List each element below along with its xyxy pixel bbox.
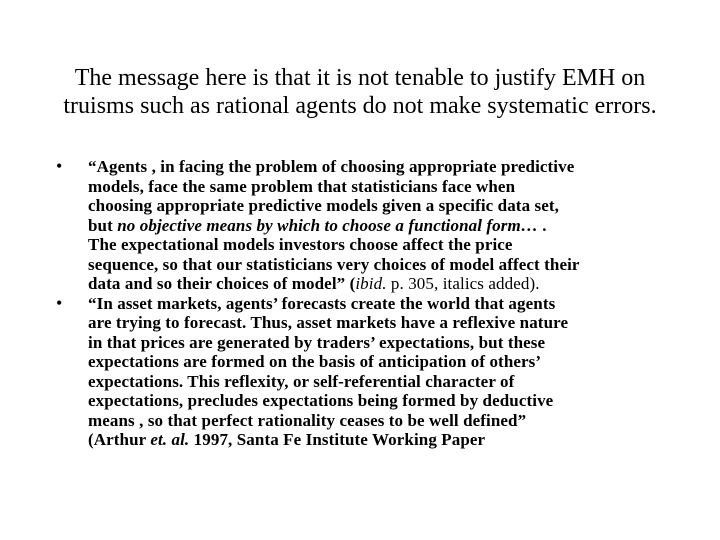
bullet1-citation: p. 305, italics added). (386, 274, 540, 293)
bullet2-line-6: expectations, precludes expectations being formed by deductive (88, 391, 554, 410)
bullet1-line-7 (88, 274, 696, 294)
bullet2-line-5: expectations. This reflexity, or self-referential character of (88, 371, 515, 391)
bullet1-line-1: “Agents , in facing the problem of choosing appropriate predictive (88, 157, 575, 176)
title-line-2: truisms such as rational agents do not make systematic errors. (63, 93, 657, 119)
bullet-item-asset-markets-quote (56, 294, 696, 450)
bullet-list (56, 157, 696, 450)
bullet2-line-3: in that prices are generated by traders’ expectations, but these (88, 332, 546, 352)
bullet2-line-8-start: (Arthur (88, 430, 151, 449)
bullet1-line-3: choosing appropriate predictive models given a specific data set, (88, 196, 559, 215)
bullet2-line-1: “In asset markets, agents’ forecasts create the world that agents (88, 293, 556, 313)
bullet1-ibid: ibid. (355, 274, 387, 293)
bullet2-line-2: are trying to forecast. Thus, asset markets have a reflexive nature (88, 313, 569, 332)
bullet2-line-7: means , so that perfect rationality ceases to be well defined” (88, 410, 527, 430)
bullet1-italic-phrase: no objective means by which to choose a functional form… (117, 215, 538, 235)
bullet2-line-8 (88, 430, 696, 450)
bullet2-et-al: et. al. (150, 430, 190, 449)
bullet1-line-2: models, face the same problem that statisticians face when (88, 176, 516, 196)
bullet1-line-4-end: . (537, 215, 547, 235)
bullet2-line-4: expectations are formed on the basis of anticipation of others’ (88, 352, 542, 371)
bullet1-line-6: sequence, so that our statisticians very choices of model affect their (88, 254, 580, 274)
bullet1-line-4-start: but (88, 215, 118, 235)
bullet1-line-5: The expectational models investors choose affect the price (88, 235, 513, 254)
bullet-dot: • (56, 292, 63, 313)
bullet-dot: • (56, 156, 63, 176)
bullet1-line-7-start: data and so their choices of model” ( (88, 274, 356, 293)
bullet-item-agents-quote (56, 157, 696, 294)
bullet1-line-4 (88, 216, 696, 236)
slide-title (40, 64, 680, 120)
title-line-1: The message here is that it is not tenable to justify EMH on (74, 65, 646, 91)
bullet2-line-8-end: 1997, Santa Fe Institute Working Paper (189, 430, 486, 449)
